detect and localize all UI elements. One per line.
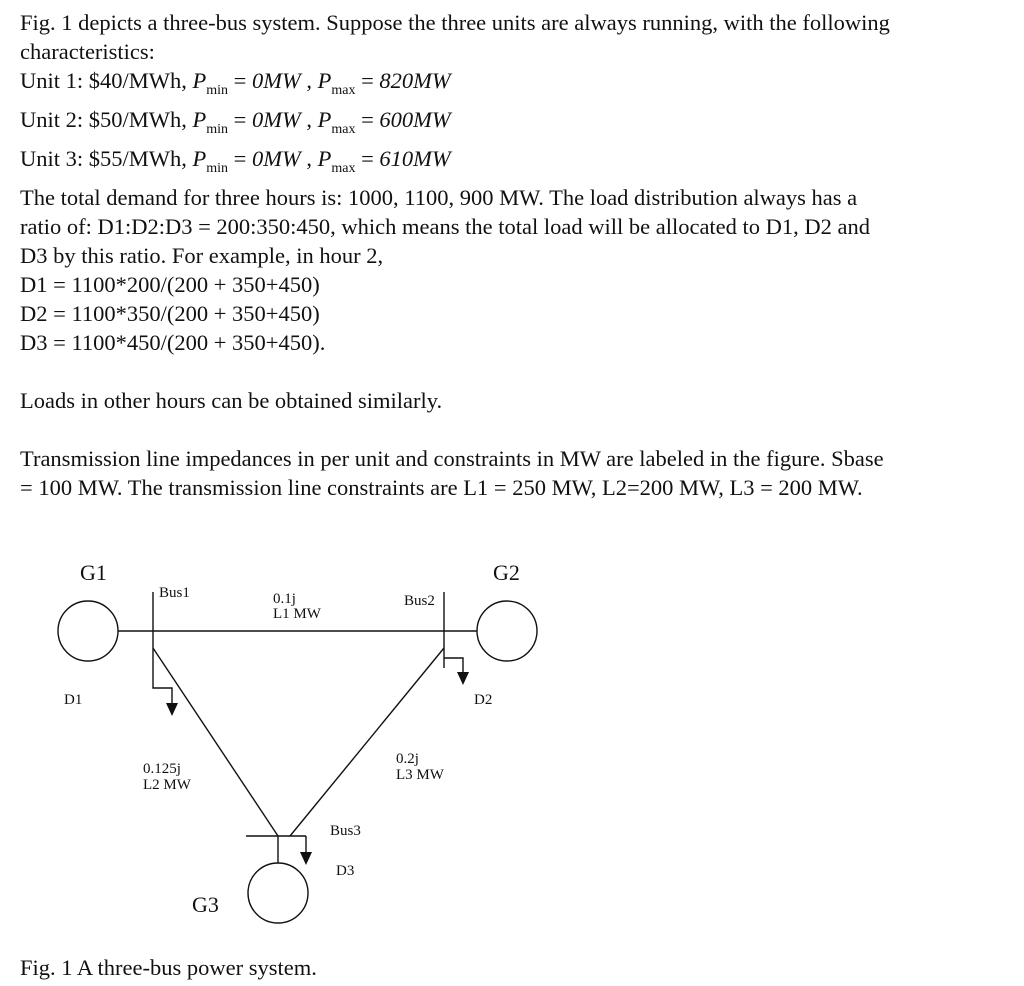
g3-label: G3 — [192, 892, 219, 917]
intro-line-1: Fig. 1 depicts a three-bus system. Suppose the three units are always running, with the following — [20, 10, 890, 35]
g3-generator-circle — [248, 863, 308, 923]
d2-arrow-icon — [457, 672, 469, 685]
intro-line-2: characteristics: — [20, 39, 155, 64]
d2-load-lead — [444, 658, 463, 672]
unit-1-label: Unit 1: $40/MWh, — [20, 68, 187, 93]
d2-label: D2 — [474, 692, 493, 708]
bus2-label: Bus2 — [404, 593, 435, 609]
transmission-line-1: Transmission line impedances in per unit and constraints in MW are labeled in the figure. Sbase — [20, 446, 884, 471]
g2-generator-circle — [477, 601, 537, 661]
p-symbol: P — [192, 68, 207, 93]
demand-line-3: D3 by this ratio. For example, in hour 2, — [20, 243, 384, 268]
d3-formula: D3 = 1100*450/(200 + 350+450). — [20, 330, 326, 355]
unit-2-spec — [20, 105, 1010, 144]
comma: , — [300, 146, 318, 171]
line-2 — [153, 648, 278, 836]
min-subscript: min — [206, 83, 229, 98]
unit-1-pmin: 0MW — [251, 68, 301, 93]
equals: = — [228, 68, 252, 93]
problem-text — [20, 8, 1010, 502]
max-subscript: max — [331, 161, 356, 176]
unit-1-spec — [20, 66, 1010, 105]
unit-2-label: Unit 2: $50/MWh, — [20, 107, 187, 132]
equals: = — [228, 107, 252, 132]
g1-generator-circle — [58, 601, 118, 661]
equals: = — [355, 68, 380, 93]
three-bus-diagram — [0, 540, 1024, 950]
line1-flow: L1 MW — [273, 606, 321, 622]
line2-impedance: 0.125j — [143, 761, 181, 777]
p-symbol: P — [192, 107, 207, 132]
unit-3-pmax: 610MW — [379, 146, 451, 171]
d2-formula: D2 = 1100*350/(200 + 350+450) — [20, 301, 320, 326]
transmission-line-2: = 100 MW. The transmission line constraints are L1 = 250 MW, L2=200 MW, L3 = 200 MW. — [20, 475, 863, 500]
line2-flow: L2 MW — [143, 777, 191, 793]
line3-impedance: 0.2j — [396, 751, 419, 767]
line-3 — [290, 648, 444, 836]
equals: = — [355, 146, 380, 171]
d1-formula: D1 = 1100*200/(200 + 350+450) — [20, 272, 320, 297]
g2-label: G2 — [493, 560, 520, 585]
unit-1-pmax: 820MW — [379, 68, 451, 93]
p-symbol: P — [192, 146, 207, 171]
unit-2-pmin: 0MW — [251, 107, 301, 132]
d1-label: D1 — [64, 692, 83, 708]
other-hours-note: Loads in other hours can be obtained similarly. — [20, 388, 443, 413]
unit-3-pmin: 0MW — [251, 146, 301, 171]
min-subscript: min — [206, 122, 229, 137]
line1-impedance: 0.1j — [273, 591, 296, 607]
bus3-label: Bus3 — [330, 823, 361, 839]
unit-3-label: Unit 3: $55/MWh, — [20, 146, 187, 171]
equals: = — [228, 146, 252, 171]
max-subscript: max — [331, 122, 356, 137]
p-symbol: P — [317, 146, 332, 171]
bus1-label: Bus1 — [159, 585, 190, 601]
figure-caption: Fig. 1 A three-bus power system. — [20, 955, 317, 980]
g1-label: G1 — [80, 560, 107, 585]
d3-label: D3 — [336, 863, 355, 879]
comma: , — [300, 68, 318, 93]
p-symbol: P — [317, 68, 332, 93]
unit-3-spec — [20, 144, 1010, 183]
unit-2-pmax: 600MW — [379, 107, 451, 132]
comma: , — [300, 107, 318, 132]
line3-flow: L3 MW — [396, 767, 444, 783]
p-symbol: P — [317, 107, 332, 132]
d3-arrow-icon — [300, 852, 312, 865]
demand-line-2: ratio of: D1:D2:D3 = 200:350:450, which means the total load will be allocated to D1, D2 and — [20, 214, 871, 239]
min-subscript: min — [206, 161, 229, 176]
d1-arrow-icon — [166, 703, 178, 716]
max-subscript: max — [331, 83, 356, 98]
equals: = — [355, 107, 380, 132]
demand-line-1: The total demand for three hours is: 1000, 1100, 900 MW. The load distribution always has a — [20, 185, 858, 210]
